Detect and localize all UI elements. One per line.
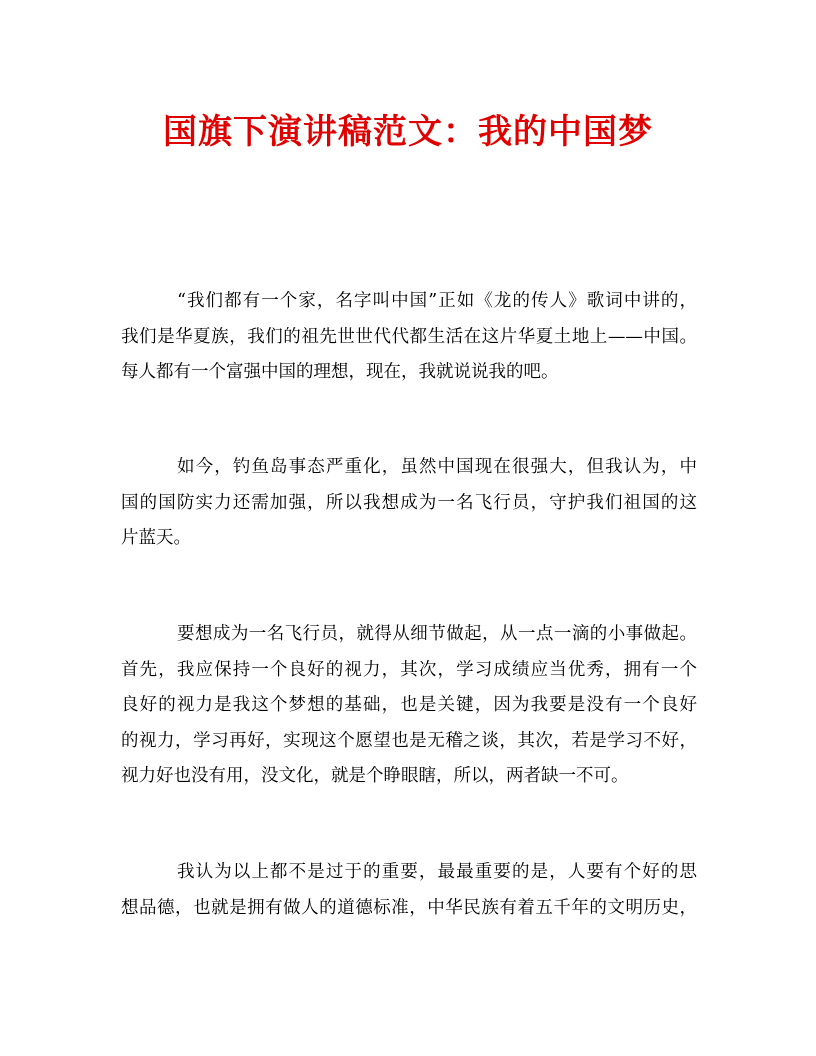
paragraph-line: 片蓝天。 <box>121 528 191 548</box>
paragraph-line: 每人都有一个富强中国的理想，现在，我就说说我的吧。 <box>121 362 559 382</box>
paragraph-line: 的视力，学习再好，实现这个愿望也是无稽之谈，其次，若是学习不好， <box>121 730 697 751</box>
paragraph-4 <box>121 855 697 926</box>
paragraph-line: 首先，我应保持一个良好的视力，其次，学习成绩应当优秀，拥有一个 <box>121 659 697 680</box>
paragraph-line: 视力好也没有用，没文化，就是个睁眼瞎，所以，两者缺一不可。 <box>121 766 629 786</box>
paragraph-3 <box>121 617 697 795</box>
paragraph-line: 我们是华夏族，我们的祖先世世代代都生活在这片华夏土地上——中国。 <box>121 326 697 347</box>
paragraph-1 <box>121 284 697 391</box>
paragraph-line: 要想成为一名飞行员，就得从细节做起，从一点一滴的小事做起。 <box>177 624 697 644</box>
document-title: 国旗下演讲稿范文：我的中国梦 <box>163 112 653 152</box>
paragraph-line: 国的国防实力还需加强，所以我想成为一名飞行员，守护我们祖国的这 <box>121 492 697 513</box>
paragraph-line: 想品德，也就是拥有做人的道德标准，中华民族有着五千年的文明历史， <box>121 897 697 918</box>
paragraph-line: 良好的视力是我这个梦想的基础，也是关键，因为我要是没有一个良好 <box>121 695 697 715</box>
paragraph-line: 我认为以上都不是过于的重要，最最重要的是，人要有个好的思 <box>177 862 697 882</box>
paragraph-line: “我们都有一个家，名字叫中国”正如《龙的传人》歌词中讲的， <box>177 291 697 311</box>
paragraph-line: 如今，钓鱼岛事态严重化，虽然中国现在很强大，但我认为，中 <box>177 457 697 477</box>
paragraph-2 <box>121 450 697 557</box>
